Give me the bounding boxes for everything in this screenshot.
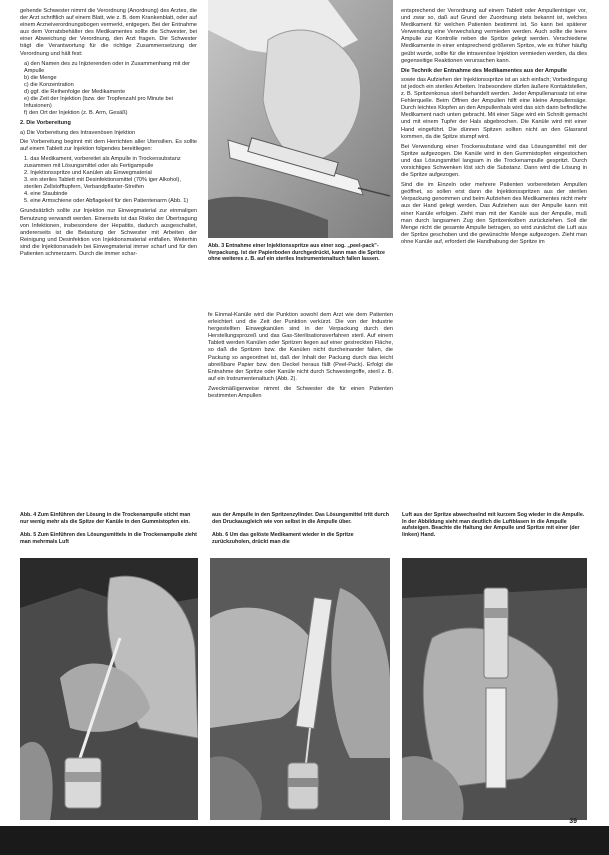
ampoule-photo-2 [210, 558, 390, 820]
text-column-left [20, 8, 197, 261]
photo-abb5 [210, 558, 390, 820]
list-item: 2. Injektionsspritze und Kanülen als Einwegmaterial [24, 169, 152, 176]
intro-paragraph: gehende Schwester nimmt die Verordnung (Anordnung) des Arztes, die der Arzt schriftlich auf einem Blatt, wie z. B. dem Krankenblatt, oder auf einem Arzneiverordnungsbogen vermerkt, entgegen. Bei der Entnahme aus dem Vorratsbehälter des Medikamentes sollte die Schwester, bei einer Abweichung der Verordnung, den Arzt fragen. Die Schwester trägt die Verantwortung für die richtige Zusammensetzung der Verordnung und hält fest: [20, 8, 197, 57]
caption-abb3: Abb. 3 Entnahme einer Injektionsspritze aus einer sog. „peel-pack"-Verpackung. Ist der Papierboden durchgedrückt, kann man die Spritze ohne weiteres z. B. auf ein steriles Instrumentenaltuch fallen lassen. [208, 243, 385, 262]
photo-abb4 [20, 558, 198, 820]
caption-abb6: Abb. 6 Um das gelöste Medikament wieder in die Spritze zurückzuholen, drückt man die [212, 532, 354, 545]
right-paragraph-4: Sind die im Einzeln oder mehrere Patienten vorbereiteten Ampullen geöffnet, so sollen erst dann die Injektionsspritzen aus der sterilen Verpackung genommen und beim Aufziehen des Medikamentes nicht mehr aus der Hand gelegt werden. Das Aufziehen aus der Ampulle kann mit einer Kanüle erfolgen. Zieht man mit der Kanüle aus der Ampulle, muß man durch langsamen Zug den Spritzenkolben zurückziehen. Soll die Menge nicht die gesamte Ampulle betragen, so wird zunächst die Luft aus der Spritze geschoben und die gewünschte Menge aufgezogen. Zieht man ohne Kanüle auf, erfordert die Handhabung der Spritze im [401, 182, 587, 245]
list-item: 1. das Medikament, vorbereitet als Ampulle in Trockensubstanz zusammen mit Lösungsmittel oder als Fertigampulle [24, 155, 181, 169]
ampoule-photo-3 [402, 558, 587, 820]
list-item: 4. eine Staubinde [24, 191, 68, 198]
list-item: f) den Ort der Injektion (z. B. Arm, Gesäß) [24, 110, 128, 117]
text-column-right [401, 8, 587, 249]
list-item: a) den Namen des zu Injizierenden oder in Zusammenhang mit der Ampulle [24, 60, 191, 74]
body-paragraph: fe Einmal-Kanüle wird die Punktion sowohl dem Arzt wie dem Patienten erleichtert und die Zeit der Punktion verkürzt. Die von der Industrie hergestellten Einwegkanülen sind in der Verpackung durch den Herstellungsprozeß und das Gas-Sterilisationsverfahren steril. Auf einem Tablett werden Kanülen oder Spritzen liegen auf einer gestreckten Fläche, so daß die Spritzen bzw. die Kanülen nicht durcheinander fallen, die Packung so angeordnet ist, daß der Inhalt der Packung durch das leicht abreißbare Papier bzw. den Deckel heraus fällt (Peel-Pack). Erfolgt die Entnahme der Spritze oder Kanüle nicht durch Schwestergriffe, steril z. B. auf ein Instrumentenaltuch (Abb. 2). [208, 312, 393, 382]
list-item: c) die Konzentration [24, 81, 74, 88]
verordnung-list [20, 61, 197, 118]
footer-bar [0, 826, 609, 855]
caption-abb5: Abb. 5 Zum Einführen des Lösungsmittels in die Trockenampulle zieht man mehrmals Luft [20, 532, 197, 545]
ampoule-photo-1 [20, 558, 198, 820]
list-item: 5. eine Armschiene oder Abflagekeil für den Patientenarm (Abb. 1) [24, 198, 189, 205]
preparation-paragraph: Die Vorbereitung beginnt mit dem Herrichten aller Utensilien. Es sollte auf einem Tablett zur Injektion folgendes bereitliegen: [20, 138, 197, 152]
caption-abb4: Abb. 4 Zum Einführen der Lösung in die Trockenampulle sticht man nur wenig mehr als die Spitze der Kanüle in den Gummistopfen ein. [20, 512, 191, 525]
technique-heading: Die Technik der Entnahme des Medikamentes aus der Ampulle [401, 67, 567, 74]
right-paragraph-3: Bei Verwendung einer Trockensubstanz wird das Lösungsmittel mit der Spritze aufgezogen. Die Kanüle wird in den Gummistopfen eingestochen und das Lösungsmittel langsam in die Trockenampulle gespritzt. Durch vorsichtiges Schwenken löst sich die Substanz. Dann wird die Lösung in die Spritze aufgezogen. [401, 143, 587, 179]
list-item: d) ggf. die Reihenfolge der Medikamente [24, 89, 126, 96]
section-heading: 2. Die Vorbereitung [20, 120, 71, 127]
photo-abb3 [208, 0, 393, 238]
page-number: 39 [569, 818, 577, 825]
list-item: 3. ein steriles Tablett mit Desinfektionsmittel (70% iger Alkohol), sterilen Zellstofftupfern, Verbandpflaster-Streifen [24, 177, 181, 191]
subsection-heading: a) Die Vorbereitung des Intravenösen Injektion [20, 129, 136, 136]
syringe-photo-illustration [208, 0, 393, 238]
utensil-list [20, 156, 197, 206]
text-column-middle [208, 312, 393, 403]
list-item: b) die Menge [24, 74, 57, 81]
einwegmaterial-paragraph: Grundsätzlich sollte zur Injektion nur Einwegmaterial zur einmaligen Benutzung verwandt werden. Einerseits ist das Risiko der Übertragung von Infektionen, insbesondere der Hepatitis, dadurch ausgeschaltet, andererseits ist die Belastung der Schwester mit Arbeiten der Reinigung und Desinfektion von Injektionsmaterial entfallen. Weiterhin sind die Injektionsnadeln bei Einwegmaterial immer scharf und für den Patienten schmerzarm. Durch die immer schar- [20, 208, 197, 257]
caption-abb5-continued: aus der Ampulle in den Spritzenzylinder. Das Lösungsmittel tritt durch den Druckausgleich wie von selbst in die Ampulle über. [212, 512, 389, 525]
right-paragraph-1: entsprechend der Verordnung auf einem Tablett oder Ampullenträger vor, und zwar so, daß auf Grund der Zuordnung stets bekannt ist, welches Medikament für welchen Patienten bestimmt ist. So kann bei späterer Verwendung eine Verwechslung vermieden werden. Auch sollte die leere Ampulle zur Kontrolle neben die Spritze gelegt werden. Verschiedene Medikamente in einer entsprechend größeren Spritze, wie es früher häufig geübt wurde, sollte für die intravenöse Injektion vermieden werden, da dies gegenseitige Reaktionen verursachen kann. [401, 8, 587, 64]
list-item: e) die Zeit der Injektion (bzw. der Tropfenzahl pro Minute bei Infusionen) [24, 96, 173, 110]
caption-abb6-continued: Luft aus der Spritze abwechselnd mit kurzem Sog wieder in die Ampulle. In der Abbildung sieht man deutlich die Luftblasen in die Ampulle aufsteigen. Beachte die Haltung der Ampulle und Spritze mit einer (der linken) Hand. [402, 512, 585, 538]
right-paragraph-2: sowie das Aufziehen der Injektionsspritze ist an sich einfach; Vorbedingung ist jedoch ein steriles Arbeiten. Insbesondere dürfen äußere Kontaktstellen, z. B. Spritzenkonus steril behandelt werden. Jeder Ampullenansatz ist eine Fehlerquelle. Beim Öffnen der Ampullen hilft eine kleine Ampullensäge. Durch leichtes Klopfen an den Ampullenhals wird das sich darin befindliche Medikament nach unten gebracht. Mit einer Säge wird ein Schnitt gemacht und mit einem Tupfer der Hals abgebrochen. Die Kanüle wird mit einer Hand eingeführt. Die dünnen Spitzen sollten nicht an den Glasrand kommen, da die Spitze stumpf wird. [401, 76, 587, 140]
photo-abb6 [402, 558, 587, 820]
body-paragraph-2: Zweckmäßigerweise nimmt die Schwester die für einen Patienten bestimmten Ampullen [208, 385, 393, 400]
